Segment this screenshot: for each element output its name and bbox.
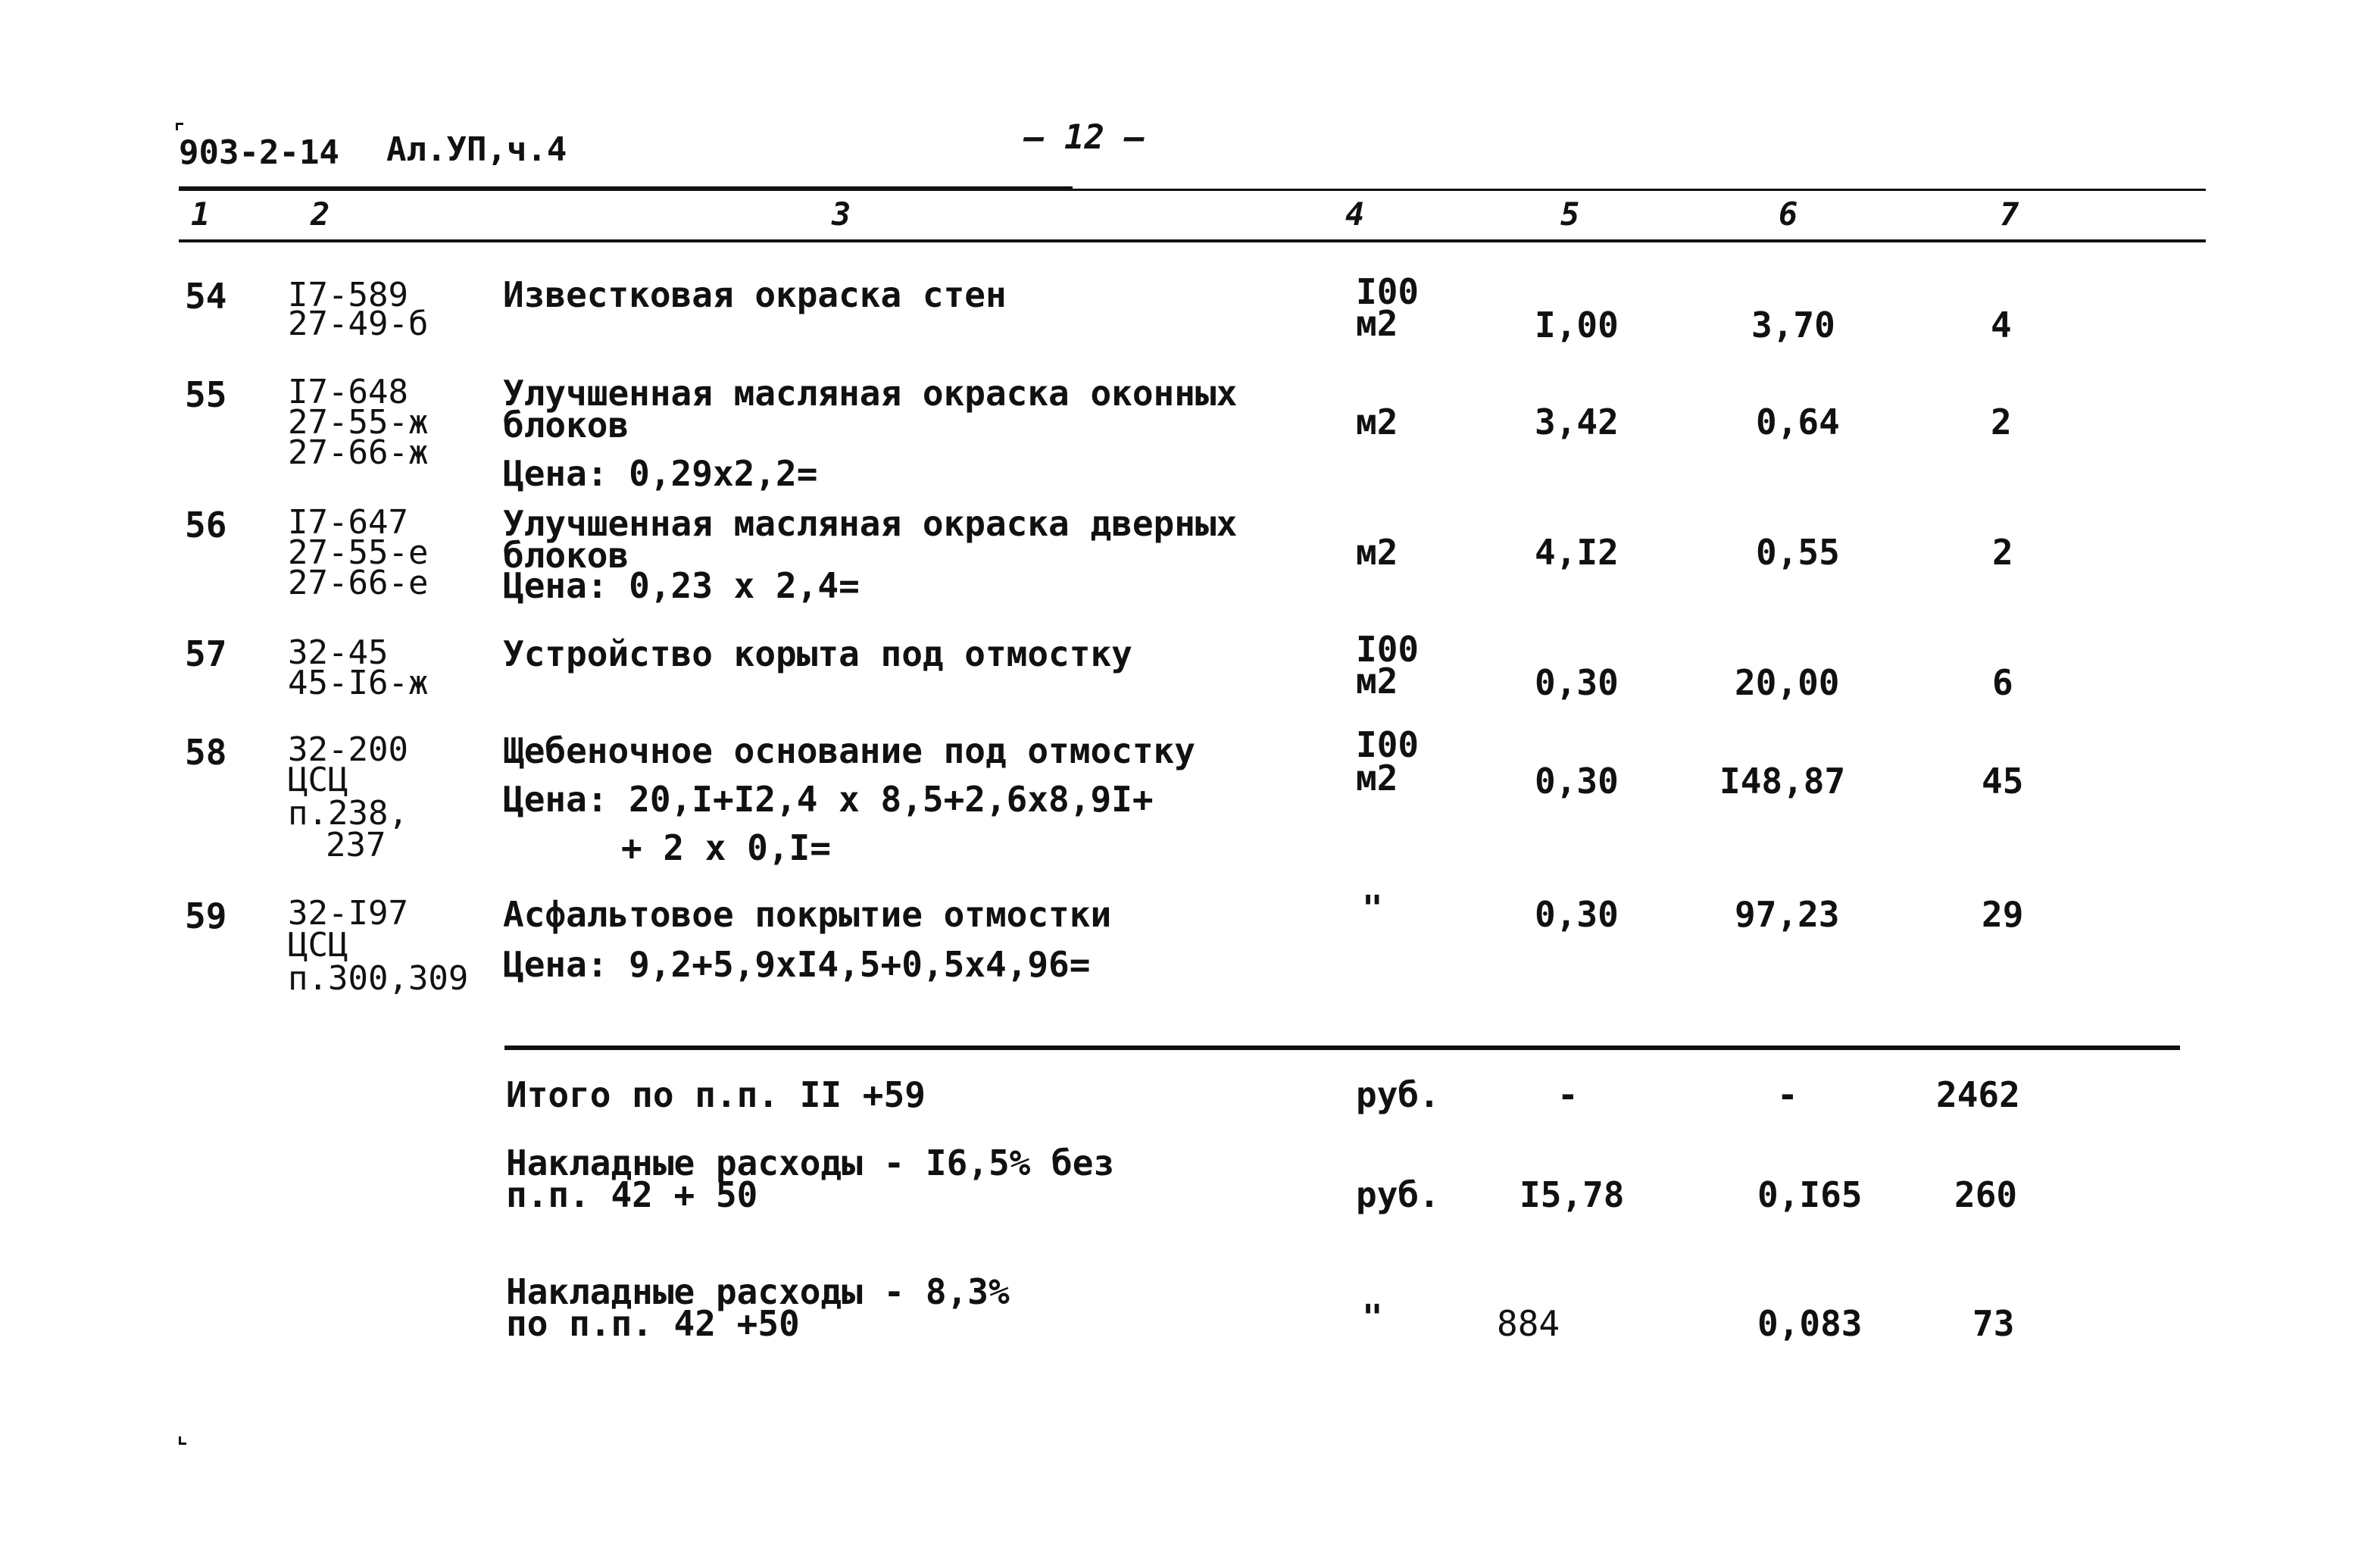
unit-price: 97,23 — [1735, 894, 1840, 935]
summary-description: по п.п. 42 +50 — [506, 1303, 800, 1344]
rate-code: п.300,309 — [288, 959, 469, 998]
summary-price: 0,083 — [1757, 1303, 1863, 1344]
quantity: I,00 — [1535, 305, 1619, 345]
summary-total: 2462 — [1936, 1074, 2020, 1115]
summary-unit: " — [1362, 1297, 1383, 1338]
rate-code: 32-45 — [288, 633, 389, 672]
total-cost: 6 — [1992, 662, 2013, 703]
unit: м2 — [1356, 303, 1398, 344]
unit: I00 — [1356, 629, 1420, 670]
summary-unit: руб. — [1356, 1074, 1440, 1115]
row-number: 56 — [185, 505, 227, 545]
quantity: 0,30 — [1535, 761, 1619, 802]
page-number: – 12 – — [1024, 118, 1145, 157]
rate-code: 27-49-б — [288, 305, 429, 343]
rate-code: 32-I97 — [288, 894, 408, 933]
work-description: Улучшенная масляная окраска дверных — [503, 503, 1238, 544]
price-formula: Цена: 20,I+I2,4 х 8,5+2,6х8,9I+ — [503, 779, 1154, 820]
rate-code: I7-589 — [288, 276, 408, 314]
summary-description: Итого по п.п. II +59 — [506, 1074, 926, 1115]
price-formula: Цена: 9,2+5,9хI4,5+0,5х4,96= — [503, 944, 1091, 985]
work-description: блоков — [503, 405, 629, 445]
work-description: Щебеночное основание под отмостку — [503, 730, 1195, 771]
summary-quantity: - — [1557, 1074, 1579, 1115]
row-number: 55 — [185, 374, 227, 415]
total-cost: 45 — [1982, 761, 2024, 802]
total-cost: 2 — [1992, 532, 2013, 573]
quantity: 0,30 — [1535, 894, 1619, 935]
rate-code: 45-I6-ж — [288, 664, 429, 702]
column-number: 6 — [1779, 195, 1798, 233]
summary-description: Накладные расходы - I6,5% без — [506, 1142, 1115, 1183]
unit-price: 0,64 — [1756, 402, 1840, 442]
unit: " — [1362, 888, 1383, 929]
quantity: 3,42 — [1535, 402, 1619, 442]
column-number: 2 — [311, 195, 330, 233]
summary-unit: руб. — [1356, 1174, 1440, 1215]
doc-code: 903-2-14 — [179, 133, 339, 172]
total-cost: 4 — [1991, 305, 2012, 345]
top-rule — [1073, 189, 2206, 191]
unit-price: I48,87 — [1719, 761, 1846, 802]
corner-mark — [179, 1443, 186, 1445]
rate-code: 27-66-е — [288, 564, 429, 602]
rate-code: 32-200 — [288, 730, 408, 769]
price-formula: Цена: 0,23 х 2,4= — [503, 565, 860, 606]
unit: I00 — [1356, 271, 1420, 312]
summary-quantity: 884 — [1497, 1303, 1560, 1344]
album-reference: Ал.УП,ч.4 — [386, 130, 567, 169]
unit: м2 — [1356, 758, 1398, 799]
row-number: 59 — [185, 896, 227, 936]
price-formula: + 2 х 0,I= — [621, 827, 831, 868]
row-number: 54 — [185, 276, 227, 317]
corner-mark — [176, 123, 178, 130]
row-number: 57 — [185, 633, 227, 674]
column-number: 3 — [832, 195, 851, 233]
work-description: блоков — [503, 535, 629, 576]
work-description: Улучшенная масляная окраска оконных — [503, 373, 1238, 414]
rate-code: ЦСЦ — [288, 761, 348, 799]
row-number: 58 — [185, 732, 227, 773]
unit: м2 — [1356, 402, 1398, 442]
top-rule-thick — [179, 186, 1073, 191]
summary-description: п.п. 42 + 50 — [506, 1174, 758, 1215]
rate-code: I7-648 — [288, 373, 408, 411]
column-number: 5 — [1560, 195, 1580, 233]
summary-description: Накладные расходы - 8,3% — [506, 1271, 1010, 1312]
unit: м2 — [1356, 532, 1398, 573]
work-description: Устройство корыта под отмостку — [503, 633, 1132, 674]
quantity: 0,30 — [1535, 662, 1619, 703]
column-number: 4 — [1345, 195, 1365, 233]
price-formula: Цена: 0,29х2,2= — [503, 453, 818, 494]
unit-price: 20,00 — [1735, 662, 1840, 703]
rate-code: 27-66-ж — [288, 433, 429, 472]
rate-code: п.238, — [288, 794, 408, 833]
rate-code: I7-647 — [288, 503, 408, 542]
work-description: Асфальтовое покрытие отмостки — [503, 894, 1112, 935]
summary-price: 0,I65 — [1757, 1174, 1863, 1215]
column-number: 1 — [191, 195, 211, 233]
column-number: 7 — [2000, 195, 2019, 233]
summary-price: - — [1777, 1074, 1798, 1115]
total-cost: 29 — [1982, 894, 2024, 935]
work-description: Известковая окраска стен — [503, 274, 1007, 315]
unit-price: 0,55 — [1756, 532, 1840, 573]
summary-rule — [504, 1046, 2180, 1050]
total-cost: 2 — [1991, 402, 2012, 442]
summary-quantity: I5,78 — [1520, 1174, 1625, 1215]
rate-code: 237 — [326, 826, 386, 864]
column-header-rule — [179, 239, 2206, 242]
unit-price: 3,70 — [1751, 305, 1835, 345]
rate-code: 27-55-ж — [288, 403, 429, 442]
summary-total: 73 — [1972, 1303, 2015, 1344]
unit: м2 — [1356, 661, 1398, 702]
rate-code: ЦСЦ — [288, 926, 348, 964]
rate-code: 27-55-е — [288, 533, 429, 572]
summary-total: 260 — [1954, 1174, 2018, 1215]
quantity: 4,I2 — [1535, 532, 1619, 573]
unit: I00 — [1356, 724, 1420, 765]
